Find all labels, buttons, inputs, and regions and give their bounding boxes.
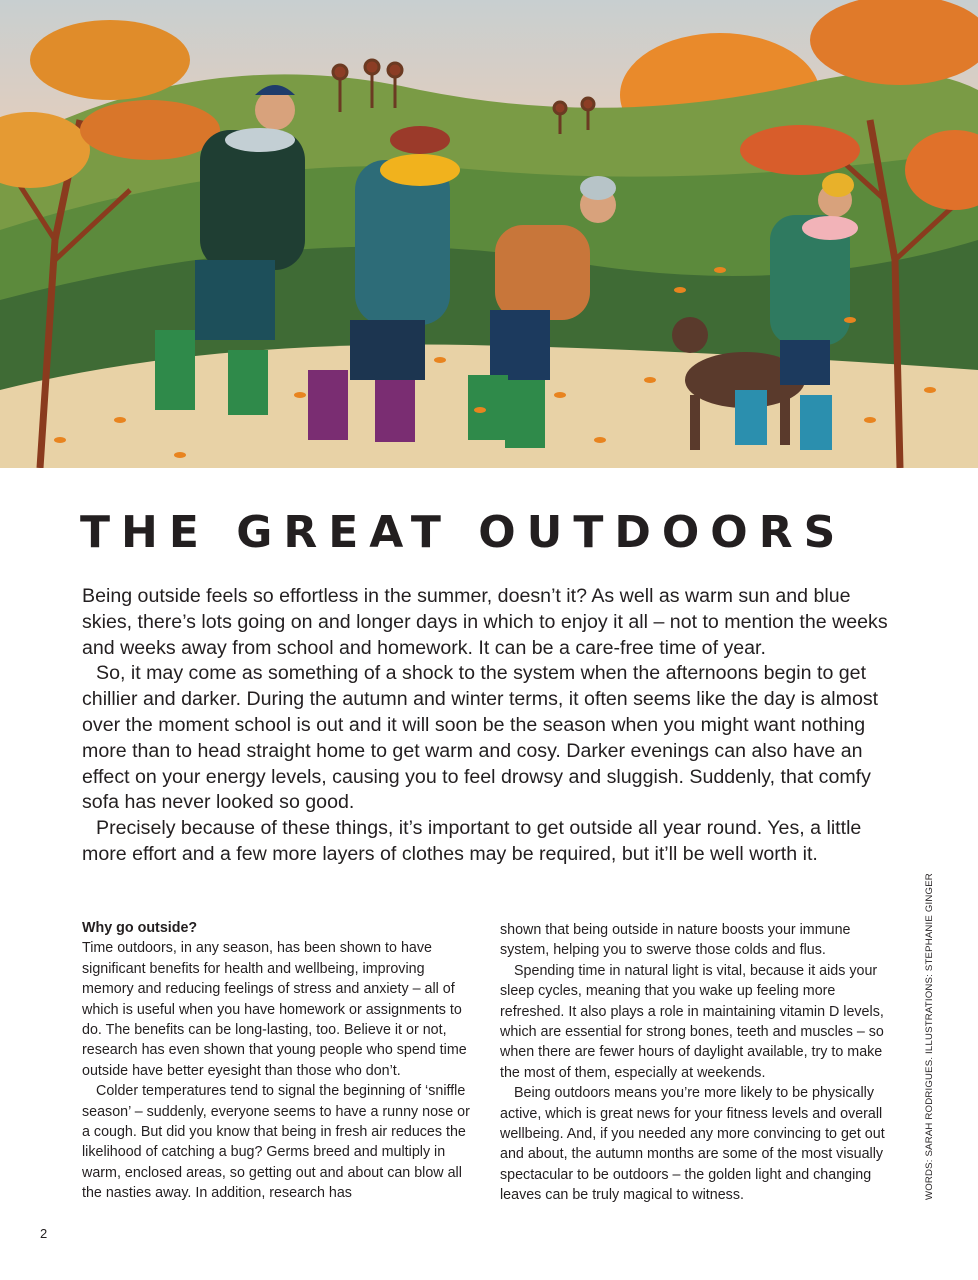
intro-paragraph: So, it may come as something of a shock to the system when the afternoons begin to get chillier and darker. During the autumn and winter terms, it often seems like the day is almost over the moment school is out and it will soon be the season when you might want nothing more than to head straight home to get warm and cosy. Darker evenings can also have an effect on your energy levels, causing you to feel drowsy and sluggish. Suddenly, that comfy sofa has never looked so good. — [82, 662, 879, 814]
intro-paragraph: Being outside feels so effortless in the summer, doesn’t it? As well as warm sun and blue skies, there’s lots going on and longer days in which to enjoy it all – not to mention the weeks and weeks away from school and homework. It can be a care-free time of year. — [82, 585, 888, 659]
body-paragraph: shown that being outside in nature boosts your immune system, helping you to swerve those colds and flus. — [500, 922, 851, 959]
page-number: 2 — [40, 1226, 48, 1241]
subheading: Why go outside? — [82, 920, 198, 936]
intro-paragraph: Precisely because of these things, it’s important to get outside all year round. Yes, a little more effort and a few more layers of clothes may be required, but it’ll be well worth it. — [82, 817, 862, 865]
body-column-right — [500, 920, 892, 1206]
body-paragraph: Being outdoors means you’re more likely to be physically active, which is great news for your fitness levels and overall wellbeing. And, if you needed any more convincing to get out and about, the autumn months are some of the most visually spectacular to be outdoors – the golden light and changing leaves can be truly magical to witness. — [500, 1085, 885, 1204]
page-title: THE GREAT OUTDOORS — [80, 507, 847, 558]
hero-illustration — [0, 0, 978, 468]
intro-text — [82, 584, 902, 868]
body-column-left — [82, 918, 474, 1204]
body-paragraph: Spending time in natural light is vital, because it aids your sleep cycles, meaning that you wake up feeling more refreshed. It also plays a role in maintaining vitamin D levels, which are essential for strong bones, teeth and muscles – so when there are fewer hours of daylight available, try to make the most of them, especially at weekends. — [500, 962, 884, 1081]
credit-line: WORDS: SARAH RODRIGUES. ILLUSTRATIONS: STEPHANIE GINGER — [924, 873, 935, 1200]
body-paragraph: Colder temperatures tend to signal the beginning of ‘sniffle season’ – suddenly, everyone seems to have a runny nose or a cough. But did you know that being in fresh air reduces the likelihood of catching a bug? Germs breed and multiply in warm, enclosed areas, so getting out and about can blow all the nasties away. In addition, research has — [82, 1083, 470, 1202]
body-paragraph: Time outdoors, in any season, has been shown to have significant benefits for health and wellbeing, improving memory and reducing feelings of stress and anxiety – all of which is useful when you have homework or assignments to do. The benefits can be long-lasting, too. Believe it or not, research has even shown that young people who spend time outside have better eyesight than those who don’t. — [82, 940, 467, 1079]
